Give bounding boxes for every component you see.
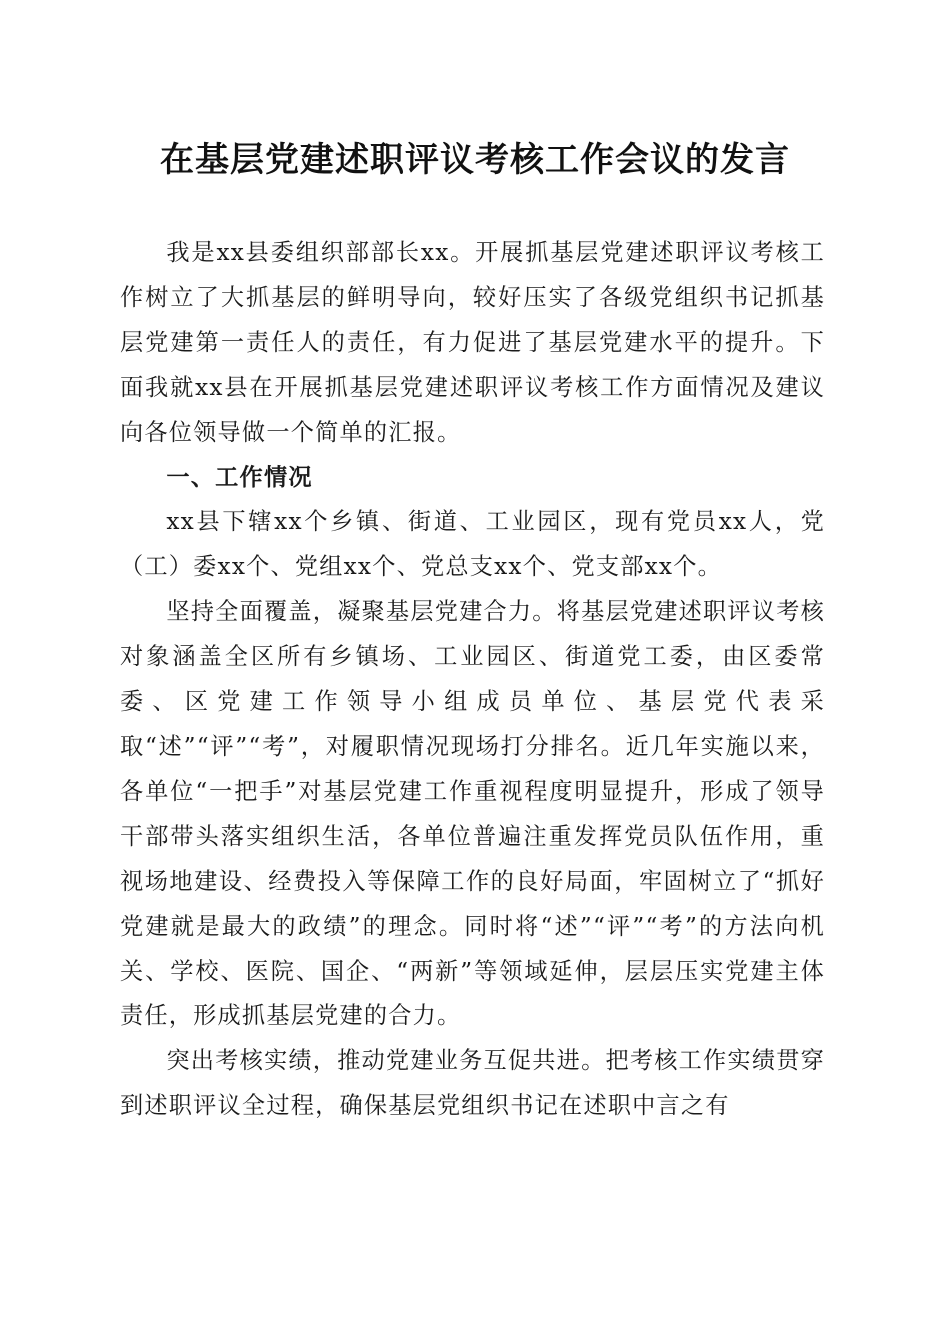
paragraph-performance: 突出考核实绩，推动党建业务互促共进。把考核工作实绩贯穿到述职评议全过程，确保基层党组织书记在述职中言之有 — [120, 1047, 825, 1120]
document-title: 在基层党建述职评议考核工作会议的发言 — [160, 140, 790, 180]
paragraph-intro: 我是xx县委组织部部长xx。开展抓基层党建述职评议考核工作树立了大抓基层的鲜明导向，较好压实了各级党组织书记抓基层党建第一责任人的责任，有力促进了基层党建水平的提升。下面我就xx县在开展抓基层党建述职评议考核工作方面情况及建议向各位领导做一个简单的汇报。 — [120, 239, 825, 446]
document-body — [120, 231, 825, 1129]
paragraph-overview: xx县下辖xx个乡镇、街道、工业园区，现有党员xx人，党（工）委xx个、党组xx个、党总支xx个、党支部xx个。 — [120, 508, 825, 581]
section-heading: 一、工作情况 — [166, 463, 313, 491]
paragraph-coverage: 坚持全面覆盖，凝聚基层党建合力。将基层党建述职评议考核对象涵盖全区所有乡镇场、工业园区、街道党工委，由区委常委、区党建工作领导小组成员单位、基层党代表采取“述”“评”“考”，对履职情况现场打分排名。近几年实施以来，各单位“一把手”对基层党建工作重视程度明显提升，形成了领导干部带头落实组织生活，各单位普遍注重发挥党员队伍作用，重视场地建设、经费投入等保障工作的良好局面，牢固树立了“抓好党建就是最大的政绩”的理念。同时将“述”“评”“考”的方法向机关、学校、医院、国企、“两新”等领域延伸，层层压实党建主体责任，形成抓基层党建的合力。 — [120, 598, 825, 1030]
